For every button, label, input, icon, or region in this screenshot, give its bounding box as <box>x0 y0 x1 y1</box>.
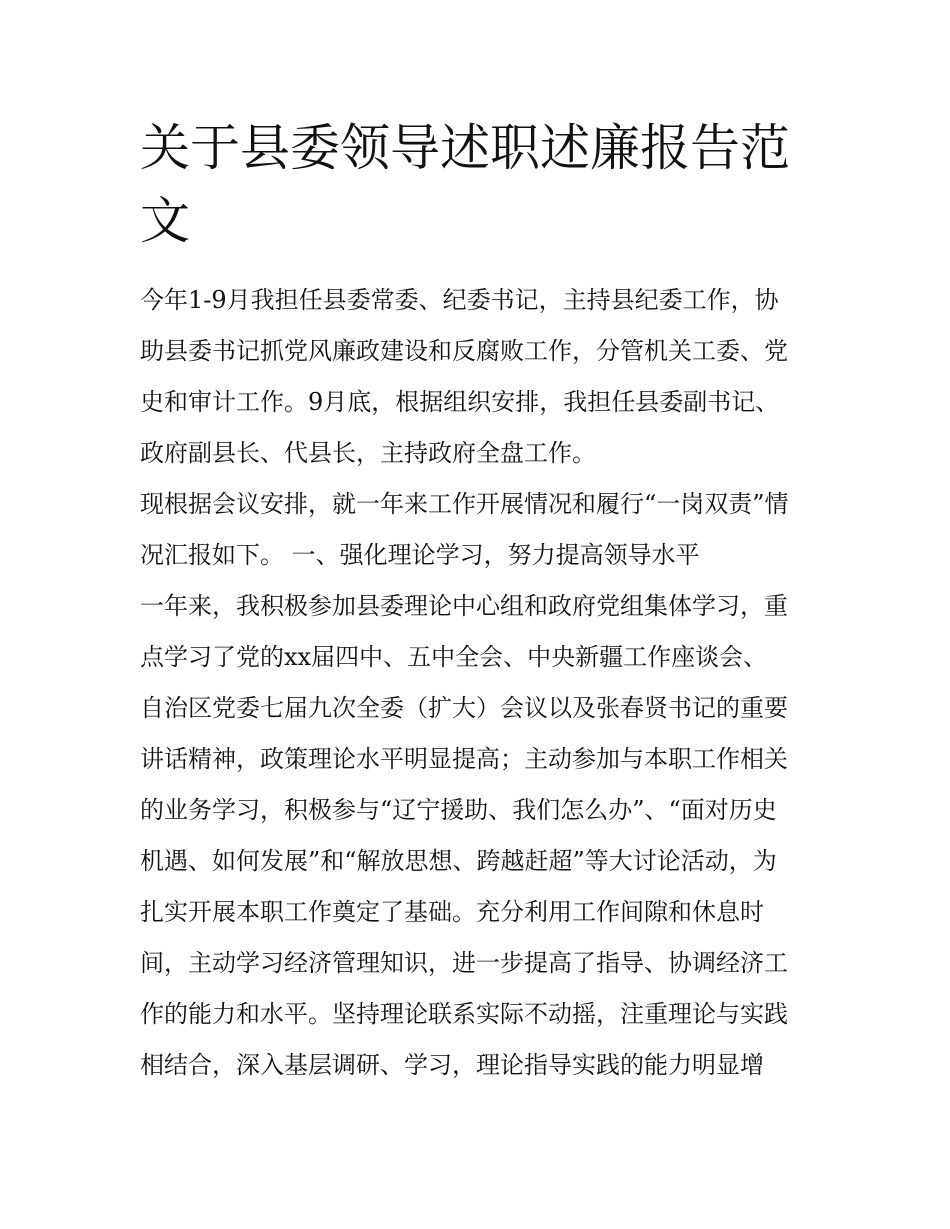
document-title <box>140 112 820 258</box>
title-line: 关于县委领导述职述廉报告范 <box>140 119 790 177</box>
text-line: 讲话精神，政策理论水平明显提高；主动参加与本职工作相关 <box>140 745 788 773</box>
paragraph-theory-study <box>140 581 812 1091</box>
paragraph-report-intro <box>140 479 812 581</box>
document-body <box>140 275 812 1091</box>
text-line: 的业务学习，积极参与“辽宁援助、我们怎么办”、“面对历史 <box>140 796 777 824</box>
text-line: 政府副县长、代县长，主持政府全盘工作。 <box>140 439 596 467</box>
text-line: 机遇、如何发展”和“解放思想、跨越赶超”等大讨论活动，为 <box>140 847 777 875</box>
text-line: 自治区党委七届九次全委（扩大）会议以及张春贤书记的重要 <box>140 694 788 722</box>
text-line: 况汇报如下。 一、强化理论学习，努力提高领导水平 <box>140 541 700 569</box>
text-line: 助县委书记抓党风廉政建设和反腐败工作，分管机关工委、党 <box>140 337 788 365</box>
title-line: 文 <box>140 192 190 250</box>
text-line: 点学习了党的xx届四中、五中全会、中央新疆工作座谈会、 <box>140 643 768 671</box>
text-line: 扎实开展本职工作奠定了基础。充分利用工作间隙和休息时 <box>140 898 764 926</box>
text-line: 作的能力和水平。坚持理论联系实际不动摇，注重理论与实践 <box>140 1000 788 1028</box>
text-line: 一年来，我积极参加县委理论中心组和政府党组集体学习，重 <box>140 592 788 620</box>
text-line: 相结合，深入基层调研、学习，理论指导实践的能力明显增 <box>140 1051 764 1079</box>
text-line: 史和审计工作。9月底，根据组织安排，我担任县委副书记、 <box>140 388 780 416</box>
text-line: 现根据会议安排，就一年来工作开展情况和履行“一岗双责”情 <box>140 490 789 518</box>
text-line: 间，主动学习经济管理知识，进一步提高了指导、协调经济工 <box>140 949 788 977</box>
paragraph-intro <box>140 275 812 479</box>
text-line: 今年1-9月我担任县委常委、纪委书记，主持县纪委工作，协 <box>140 286 779 314</box>
